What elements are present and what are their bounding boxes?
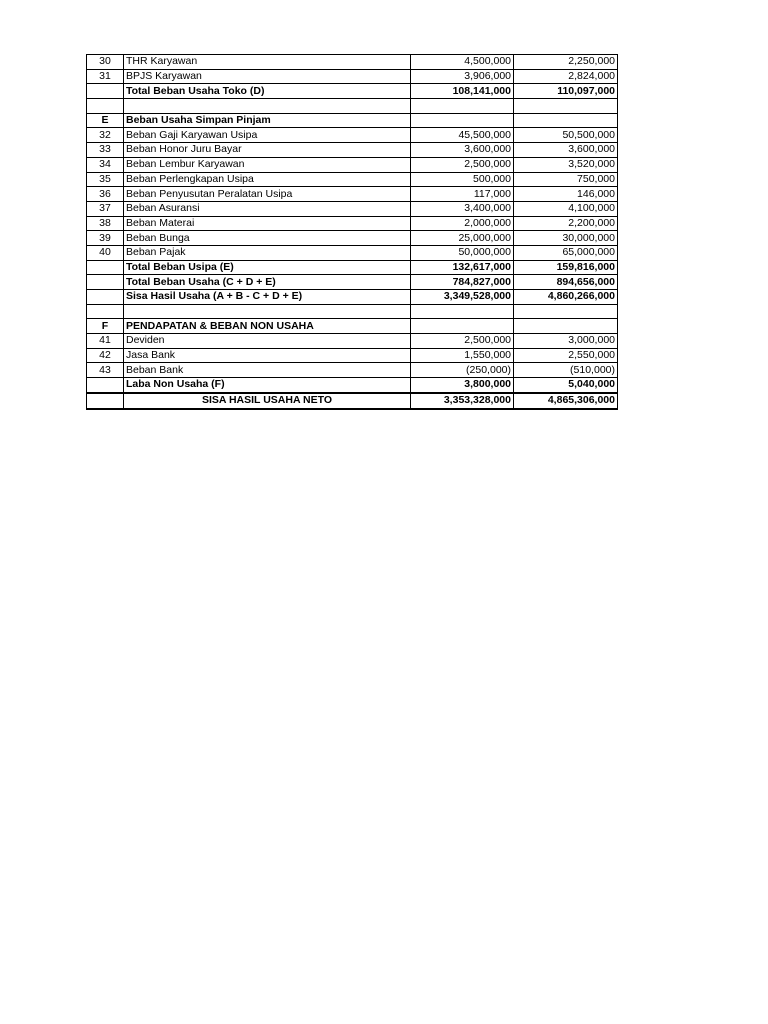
value-period-1: 3,800,000 <box>411 378 514 393</box>
row-description: Beban Perlengkapan Usipa <box>124 172 411 187</box>
row-description: Beban Penyusutan Peralatan Usipa <box>124 187 411 202</box>
row-number <box>87 304 124 319</box>
value-period-2: 2,200,000 <box>514 216 618 231</box>
row-description: Beban Honor Juru Bayar <box>124 143 411 158</box>
section-header-row <box>87 113 618 128</box>
value-period-2: 894,656,000 <box>514 275 618 290</box>
value-period-2: 4,865,306,000 <box>514 393 618 409</box>
value-period-1: 784,827,000 <box>411 275 514 290</box>
value-period-2: 4,860,266,000 <box>514 290 618 305</box>
row-number: 30 <box>87 55 124 70</box>
row-number: 42 <box>87 348 124 363</box>
table-row <box>87 143 618 158</box>
row-number <box>87 275 124 290</box>
value-period-2: 3,600,000 <box>514 143 618 158</box>
value-period-1: 2,000,000 <box>411 216 514 231</box>
value-period-2: 30,000,000 <box>514 231 618 246</box>
row-description: BPJS Karyawan <box>124 69 411 84</box>
row-description: Laba Non Usaha (F) <box>124 378 411 393</box>
row-number: F <box>87 319 124 334</box>
row-number: 43 <box>87 363 124 378</box>
value-period-1: 3,400,000 <box>411 201 514 216</box>
financial-statement-sheet <box>86 54 618 410</box>
table-row <box>87 157 618 172</box>
value-period-1: 108,141,000 <box>411 84 514 99</box>
table-row <box>87 348 618 363</box>
value-period-1: (250,000) <box>411 363 514 378</box>
row-number: 40 <box>87 245 124 260</box>
value-period-2: 750,000 <box>514 172 618 187</box>
row-description: Total Beban Usipa (E) <box>124 260 411 275</box>
row-description: Beban Usaha Simpan Pinjam <box>124 113 411 128</box>
row-description: Beban Asuransi <box>124 201 411 216</box>
value-period-1 <box>411 319 514 334</box>
row-number: 33 <box>87 143 124 158</box>
table-row <box>87 69 618 84</box>
row-description: Total Beban Usaha (C + D + E) <box>124 275 411 290</box>
value-period-1: 2,500,000 <box>411 157 514 172</box>
row-description: Beban Lembur Karyawan <box>124 157 411 172</box>
row-number: E <box>87 113 124 128</box>
table-row <box>87 55 618 70</box>
value-period-2: 50,500,000 <box>514 128 618 143</box>
row-number <box>87 99 124 114</box>
value-period-1: 2,500,000 <box>411 334 514 349</box>
row-description: Sisa Hasil Usaha (A + B - C + D + E) <box>124 290 411 305</box>
row-description: Total Beban Usaha Toko (D) <box>124 84 411 99</box>
table-row <box>87 201 618 216</box>
value-period-2: 3,000,000 <box>514 334 618 349</box>
row-description: Jasa Bank <box>124 348 411 363</box>
value-period-1: 3,349,528,000 <box>411 290 514 305</box>
value-period-1: 1,550,000 <box>411 348 514 363</box>
table-row <box>87 363 618 378</box>
value-period-1 <box>411 99 514 114</box>
table-row <box>87 172 618 187</box>
value-period-1: 132,617,000 <box>411 260 514 275</box>
value-period-1 <box>411 113 514 128</box>
table-row <box>87 231 618 246</box>
table-body <box>87 55 618 409</box>
total-row <box>87 84 618 99</box>
row-description <box>124 99 411 114</box>
value-period-1: 500,000 <box>411 172 514 187</box>
value-period-1: 117,000 <box>411 187 514 202</box>
row-number: 41 <box>87 334 124 349</box>
table-row <box>87 334 618 349</box>
total-row <box>87 290 618 305</box>
value-period-2: 159,816,000 <box>514 260 618 275</box>
blank-row <box>87 304 618 319</box>
income-statement-table <box>86 54 618 410</box>
row-number <box>87 260 124 275</box>
value-period-1: 3,906,000 <box>411 69 514 84</box>
value-period-2 <box>514 113 618 128</box>
row-description <box>124 304 411 319</box>
value-period-1: 3,600,000 <box>411 143 514 158</box>
row-description: THR Karyawan <box>124 55 411 70</box>
row-number: 31 <box>87 69 124 84</box>
row-number <box>87 290 124 305</box>
value-period-2 <box>514 99 618 114</box>
row-description: PENDAPATAN & BEBAN NON USAHA <box>124 319 411 334</box>
value-period-1: 4,500,000 <box>411 55 514 70</box>
row-description: SISA HASIL USAHA NETO <box>124 393 411 409</box>
total-row <box>87 378 618 393</box>
value-period-2: 5,040,000 <box>514 378 618 393</box>
table-row <box>87 245 618 260</box>
row-number <box>87 378 124 393</box>
value-period-1: 50,000,000 <box>411 245 514 260</box>
blank-row <box>87 99 618 114</box>
value-period-1: 25,000,000 <box>411 231 514 246</box>
table-row <box>87 128 618 143</box>
row-number: 37 <box>87 201 124 216</box>
value-period-2: 2,824,000 <box>514 69 618 84</box>
value-period-2: 65,000,000 <box>514 245 618 260</box>
total-row <box>87 275 618 290</box>
value-period-1: 3,353,328,000 <box>411 393 514 409</box>
total-row <box>87 393 618 409</box>
value-period-1: 45,500,000 <box>411 128 514 143</box>
row-number <box>87 84 124 99</box>
value-period-2: 4,100,000 <box>514 201 618 216</box>
value-period-2: 146,000 <box>514 187 618 202</box>
value-period-2: 3,520,000 <box>514 157 618 172</box>
value-period-2 <box>514 304 618 319</box>
total-row <box>87 260 618 275</box>
row-number: 39 <box>87 231 124 246</box>
value-period-2: (510,000) <box>514 363 618 378</box>
row-description: Deviden <box>124 334 411 349</box>
row-number: 38 <box>87 216 124 231</box>
row-number: 32 <box>87 128 124 143</box>
table-row <box>87 187 618 202</box>
row-number: 36 <box>87 187 124 202</box>
row-description: Beban Gaji Karyawan Usipa <box>124 128 411 143</box>
value-period-2: 2,250,000 <box>514 55 618 70</box>
row-description: Beban Bunga <box>124 231 411 246</box>
row-description: Beban Pajak <box>124 245 411 260</box>
row-number <box>87 393 124 409</box>
table-row <box>87 216 618 231</box>
value-period-1 <box>411 304 514 319</box>
section-header-row <box>87 319 618 334</box>
value-period-2 <box>514 319 618 334</box>
row-description: Beban Materai <box>124 216 411 231</box>
row-number: 34 <box>87 157 124 172</box>
row-number: 35 <box>87 172 124 187</box>
value-period-2: 110,097,000 <box>514 84 618 99</box>
value-period-2: 2,550,000 <box>514 348 618 363</box>
row-description: Beban Bank <box>124 363 411 378</box>
